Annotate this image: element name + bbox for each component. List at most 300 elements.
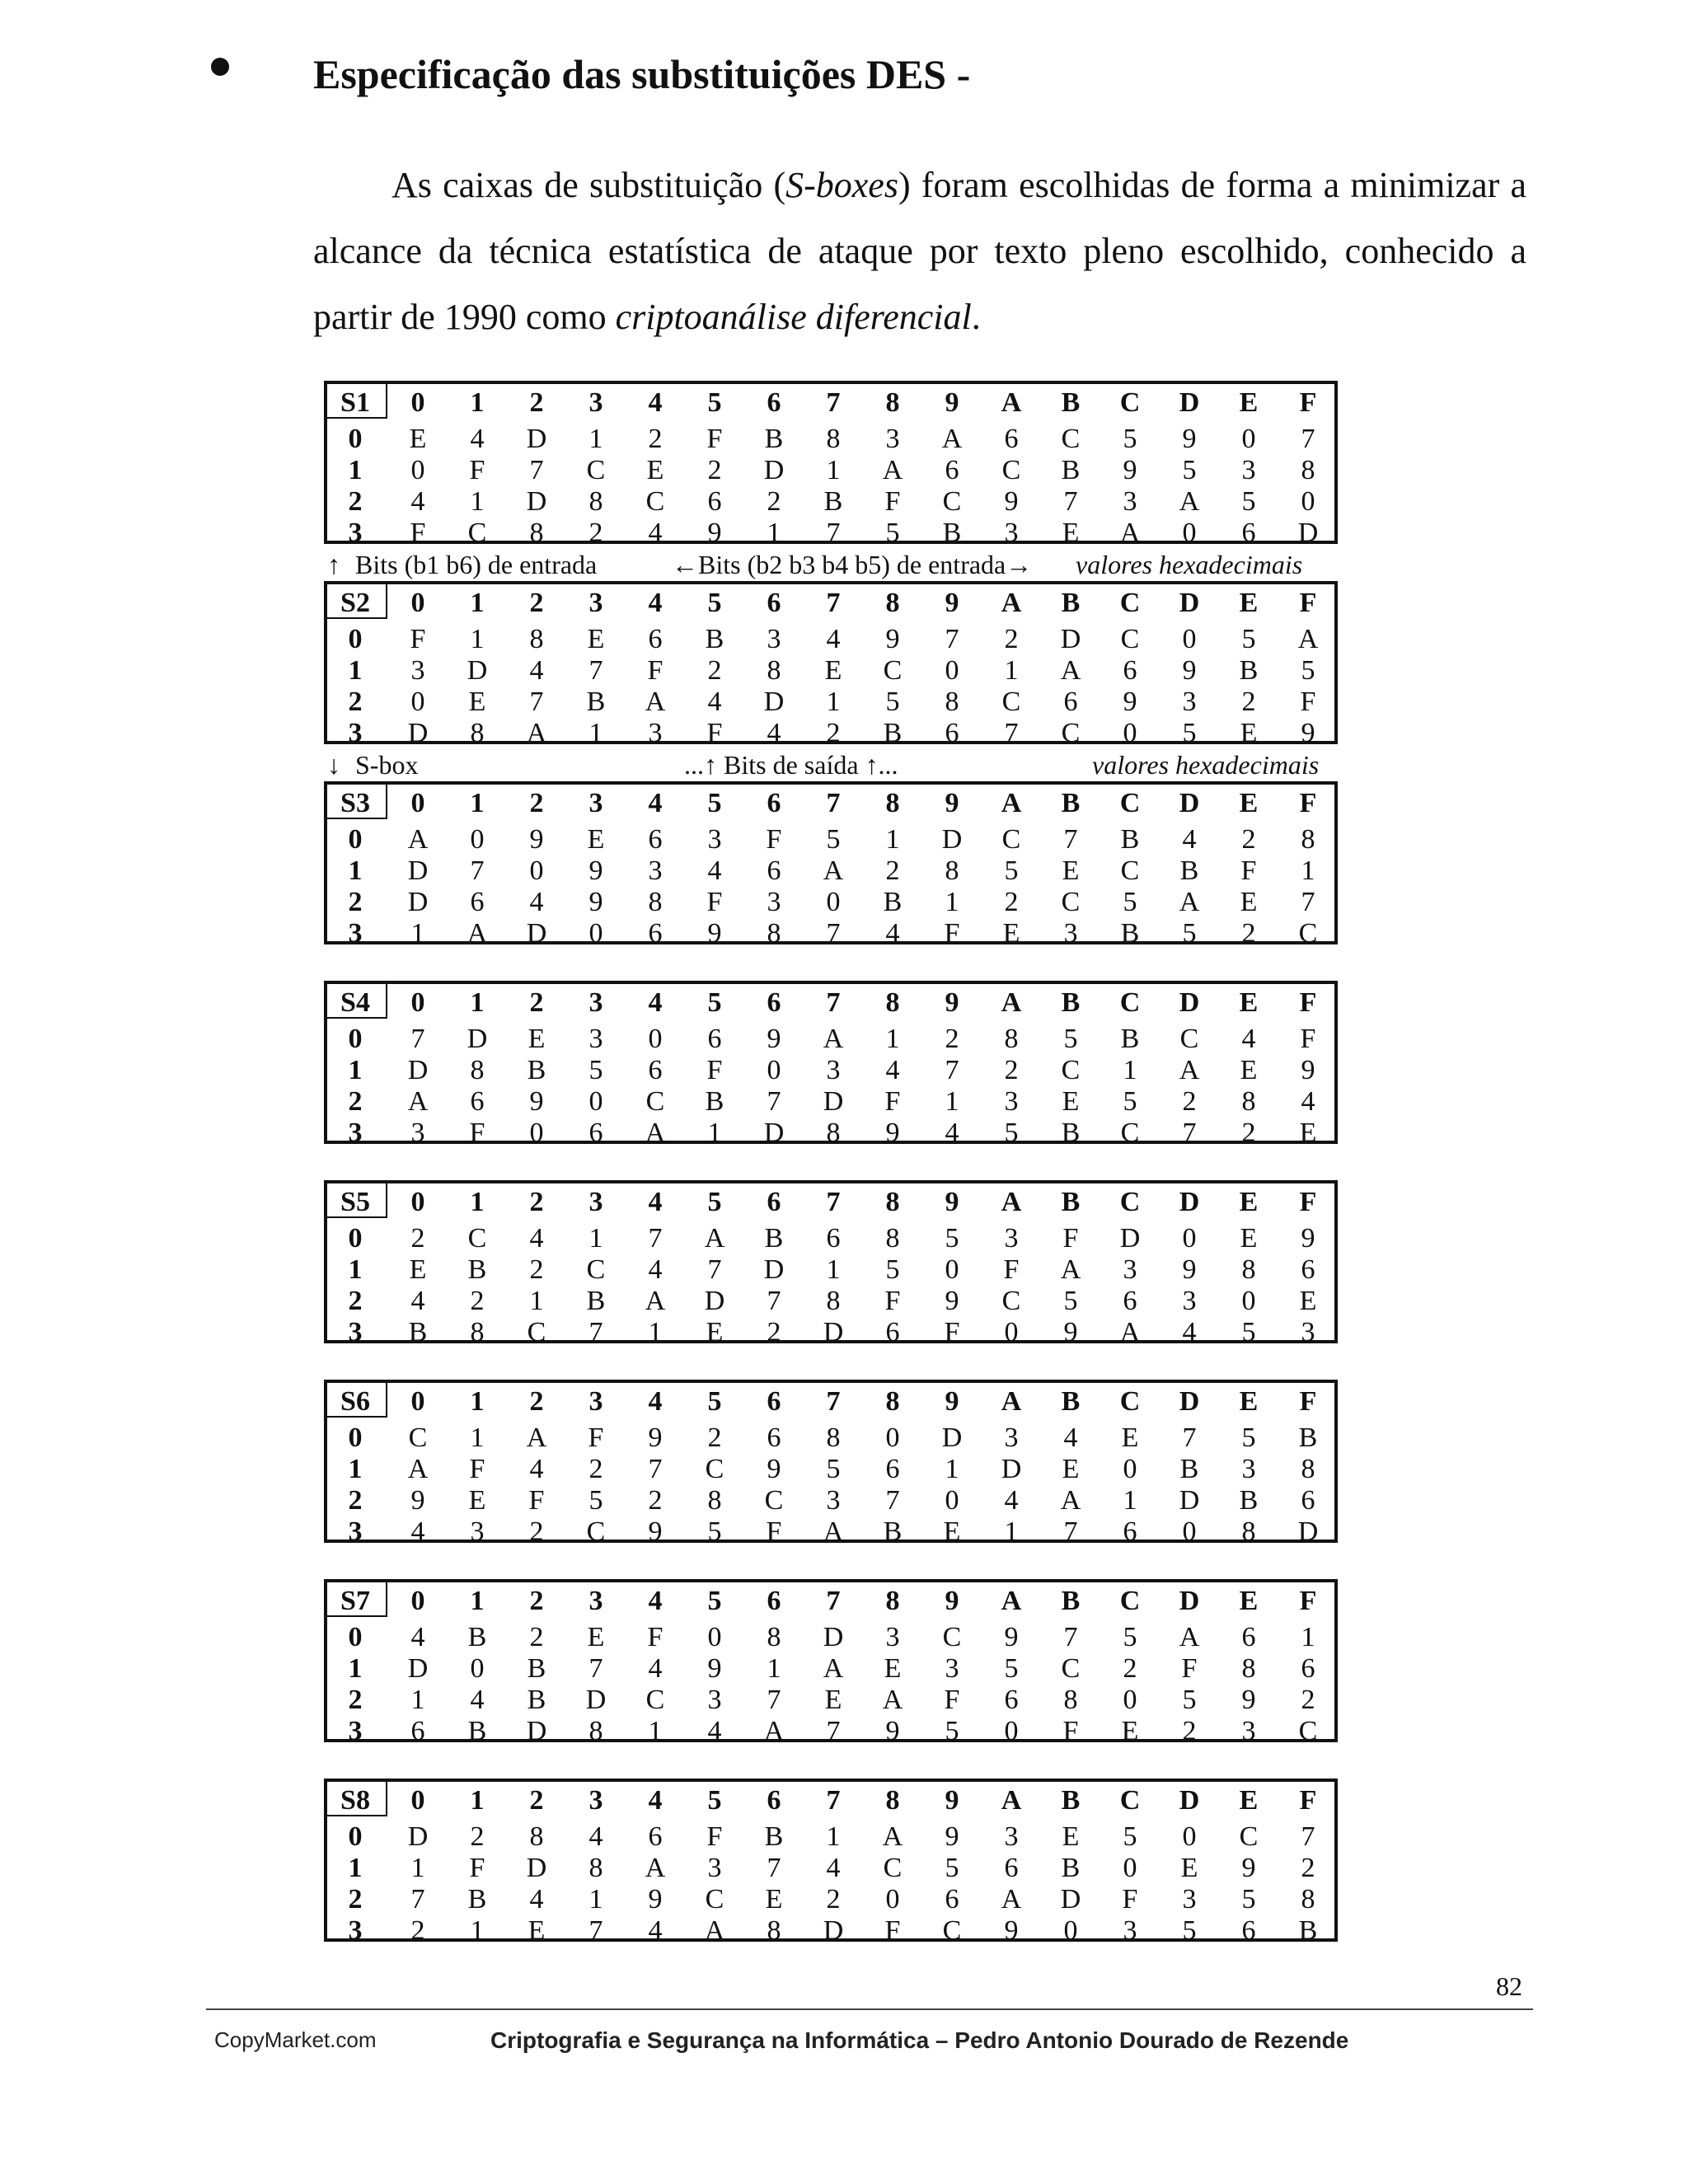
sbox-cell: 9 — [648, 1516, 663, 1547]
row-index: 2 — [348, 1485, 363, 1516]
sbox-cell: 6 — [588, 1118, 603, 1148]
row-index: 3 — [348, 1915, 363, 1946]
sbox-cell: 9 — [1182, 424, 1197, 454]
column-header: 3 — [588, 1386, 603, 1417]
column-header: 6 — [767, 788, 781, 818]
sbox-cell: C — [1239, 1821, 1259, 1852]
sbox-cell: 8 — [826, 1118, 841, 1148]
column-header: E — [1239, 1785, 1259, 1816]
column-header: E — [1239, 588, 1259, 618]
sbox-cell: 5 — [1301, 655, 1315, 686]
row-index: 0 — [348, 1622, 363, 1652]
caption-row-bits: Bits (b1 b6) de entrada — [355, 550, 598, 579]
sbox-cell: 5 — [1182, 1685, 1197, 1715]
column-header: F — [1299, 1586, 1317, 1616]
sbox-cell: B — [883, 718, 903, 748]
sbox-cell: A — [882, 455, 903, 485]
sbox-table-s3 — [324, 781, 1338, 949]
sbox-cell: 5 — [1063, 1024, 1078, 1054]
sbox-cell: D — [941, 824, 963, 855]
sbox-cell: B — [586, 1286, 606, 1316]
caption-output-bits-text: ...↑ Bits de saída ↑... — [684, 750, 898, 780]
column-header: E — [1239, 788, 1259, 818]
sbox-cell: 6 — [1123, 655, 1137, 686]
sbox-cell: 4 — [410, 1286, 425, 1316]
sbox-cell: 8 — [1301, 1454, 1315, 1484]
column-header: 1 — [470, 588, 485, 618]
sbox-cell: C — [1061, 1653, 1081, 1684]
sbox-name: S4 — [340, 987, 370, 1018]
row-index: 1 — [348, 455, 363, 485]
sbox-cell: 3 — [1004, 1086, 1019, 1117]
row-index: 0 — [348, 624, 363, 654]
column-header: B — [1061, 1187, 1081, 1217]
column-header: 0 — [410, 788, 425, 818]
sbox-cell: B — [467, 1884, 487, 1915]
sbox-cell: 7 — [945, 1055, 959, 1085]
column-header: 8 — [885, 1386, 900, 1417]
column-header: 2 — [529, 788, 544, 818]
sbox-cell: D — [1119, 1223, 1141, 1254]
sbox-cell: 0 — [648, 1024, 663, 1054]
sbox-cell: 2 — [1004, 887, 1019, 917]
column-header: 2 — [529, 387, 544, 418]
sbox-cell: 7 — [1301, 1821, 1315, 1852]
sbox-cell: 3 — [1004, 1422, 1019, 1453]
sbox-cell: 0 — [945, 655, 959, 686]
sbox-cell: 8 — [1241, 1653, 1256, 1684]
sbox-cell: 9 — [1123, 455, 1137, 485]
sbox-cell: 4 — [707, 1716, 722, 1746]
sbox-cell: 2 — [767, 486, 781, 517]
sbox-cell: 6 — [1004, 424, 1019, 454]
column-header: C — [1119, 987, 1141, 1018]
sbox-cell: F — [706, 424, 723, 454]
sbox-cell: 8 — [885, 1223, 900, 1254]
sbox-cell: 1 — [588, 718, 603, 748]
sbox-cell: 9 — [1301, 718, 1315, 748]
sbox-cell: 5 — [945, 1223, 959, 1254]
sbox-cell: 5 — [1182, 918, 1197, 949]
sbox-cell: 7 — [826, 518, 841, 548]
column-header: 4 — [648, 1785, 663, 1816]
row-index: 0 — [348, 1821, 363, 1852]
sbox-cell: E — [528, 1915, 546, 1946]
sbox-cell: A — [1060, 1485, 1081, 1516]
sbox-cell: 4 — [529, 887, 544, 917]
sbox-cell: A — [645, 687, 666, 717]
sbox-cell: 7 — [1063, 1622, 1078, 1652]
sbox-cell: 1 — [945, 887, 959, 917]
column-header: 5 — [707, 1187, 722, 1217]
sbox-cell: 2 — [529, 1516, 544, 1547]
column-header: 1 — [470, 1586, 485, 1616]
sbox-cell: 4 — [529, 1454, 544, 1484]
sbox-cell: 6 — [1301, 1485, 1315, 1516]
row-index: 1 — [348, 1653, 363, 1684]
sbox-cell: 9 — [885, 1716, 900, 1746]
paragraph-text-2: ) foram escolhidas de forma a minimizar a alcance da técnica estatística de ataque por texto pleno escolhido, conhecido a partir de 1990 como — [313, 165, 1527, 337]
sbox-cell: 4 — [648, 518, 663, 548]
row-index: 2 — [348, 486, 363, 517]
sbox-cell: B — [705, 624, 724, 654]
sbox-cell: 8 — [826, 1286, 841, 1316]
sbox-cell: A — [645, 1118, 666, 1148]
sbox-cell: F — [944, 1317, 960, 1347]
sbox-cell: C — [1061, 1055, 1081, 1085]
column-header: 1 — [470, 387, 485, 418]
row-index: 2 — [348, 687, 363, 717]
column-header: C — [1119, 1386, 1141, 1417]
sbox-cell: 6 — [648, 918, 663, 949]
sbox-cell: 1 — [588, 1884, 603, 1915]
sbox-cell: D — [407, 1653, 429, 1684]
sbox-cell: A — [823, 1516, 844, 1547]
sbox-cell: C — [586, 455, 606, 485]
column-header: 9 — [945, 1386, 959, 1417]
sbox-cell: F — [706, 887, 723, 917]
sbox-cell: E — [646, 455, 664, 485]
sbox-cell: 3 — [707, 1685, 722, 1715]
sbox-cell: 2 — [470, 1821, 485, 1852]
sbox-cell: B — [527, 1653, 546, 1684]
column-header: A — [1001, 588, 1022, 618]
sbox-cell: 6 — [648, 1055, 663, 1085]
sbox-cell: F — [884, 486, 901, 517]
sbox-cell: 7 — [588, 655, 603, 686]
column-header: 1 — [470, 1187, 485, 1217]
caption-column-bits: ←Bits (b2 b3 b4 b5) de entrada→ — [672, 550, 1033, 579]
sbox-cell: 7 — [529, 455, 544, 485]
sbox-cell: 2 — [945, 1024, 959, 1054]
row-index: 1 — [348, 1254, 363, 1285]
sbox-cell: 0 — [1123, 1454, 1137, 1484]
sbox-cell: B — [1120, 824, 1140, 855]
sbox-cell: 9 — [885, 1118, 900, 1148]
sbox-cell: E — [1121, 1422, 1139, 1453]
column-header: 0 — [410, 588, 425, 618]
caption-sbox: S-box — [355, 750, 419, 780]
arrow-down-icon: ↓ — [327, 750, 340, 780]
sbox-cell: 1 — [410, 1853, 425, 1883]
column-header: D — [1179, 387, 1200, 418]
sbox-cell: 2 — [470, 1286, 485, 1316]
column-header: 5 — [707, 1386, 722, 1417]
column-header: E — [1239, 1386, 1259, 1417]
sbox-cell: 7 — [767, 1086, 781, 1117]
sbox-cell: 9 — [1004, 1622, 1019, 1652]
sbox-cell: 9 — [529, 824, 544, 855]
sbox-cell: 4 — [885, 1055, 900, 1085]
column-header: 8 — [885, 387, 900, 418]
column-header: 9 — [945, 1785, 959, 1816]
sbox-cell: A — [763, 1716, 785, 1746]
sbox-cell: 4 — [410, 1622, 425, 1652]
sbox-cell: 5 — [826, 1454, 841, 1484]
sbox-cell: 0 — [1004, 1716, 1019, 1746]
sbox-cell: F — [766, 1516, 782, 1547]
sbox-cell: B — [1239, 1485, 1259, 1516]
sbox-cell: E — [824, 1685, 842, 1715]
sbox-table-s1 — [324, 381, 1338, 548]
sbox-cell: 6 — [945, 455, 959, 485]
sbox-cell: 1 — [1004, 1516, 1019, 1547]
sbox-cell: 1 — [588, 424, 603, 454]
column-header: 5 — [707, 788, 722, 818]
sbox-cell: 3 — [1123, 486, 1137, 517]
sbox-cell: 9 — [1123, 687, 1137, 717]
sbox-cell: F — [944, 918, 960, 949]
sbox-table-s4 — [324, 981, 1338, 1148]
sbox-cell: 6 — [945, 1884, 959, 1915]
sbox-cell: C — [467, 518, 487, 548]
sbox-cell: E — [528, 1024, 546, 1054]
column-header: 5 — [707, 387, 722, 418]
sbox-cell: C — [942, 1915, 962, 1946]
sbox-cell: 8 — [588, 486, 603, 517]
sbox-cell: 5 — [1241, 1884, 1256, 1915]
sbox-cell: 9 — [707, 518, 722, 548]
sbox-cell: 6 — [1301, 1254, 1315, 1285]
column-header: B — [1061, 387, 1081, 418]
sbox-cell: 1 — [707, 1118, 722, 1148]
sbox-cell: 5 — [826, 824, 841, 855]
sbox-cell: 0 — [1123, 718, 1137, 748]
sbox-cell: 9 — [1182, 655, 1197, 686]
sbox-cell: 7 — [1301, 887, 1315, 917]
sbox-cell: E — [587, 824, 605, 855]
sbox-cell: 6 — [945, 718, 959, 748]
sbox-cell: A — [467, 918, 488, 949]
row-index: 1 — [348, 1055, 363, 1085]
footer-site: CopyMarket.com — [214, 2027, 377, 2052]
sbox-cell: 7 — [648, 1454, 663, 1484]
row-index: 1 — [348, 1853, 363, 1883]
column-header: 5 — [707, 1785, 722, 1816]
sbox-cell: 4 — [529, 655, 544, 686]
sbox-cell: 7 — [529, 687, 544, 717]
sbox-cell: E — [1240, 1223, 1258, 1254]
column-header: 5 — [707, 588, 722, 618]
sbox-cell: C — [1061, 887, 1081, 917]
sbox-cell: C — [883, 1853, 903, 1883]
sbox-cell: 4 — [648, 1254, 663, 1285]
sbox-cell: B — [467, 1622, 487, 1652]
row-index: 1 — [348, 655, 363, 686]
sbox-cell: 5 — [1241, 486, 1256, 517]
sbox-cell: 0 — [470, 824, 485, 855]
paragraph-italic-sboxes: S-boxes — [785, 165, 898, 205]
sbox-cell: 5 — [885, 687, 900, 717]
sbox-cell: 7 — [767, 1853, 781, 1883]
sbox-name: S3 — [340, 788, 370, 818]
sbox-cell: 8 — [767, 655, 781, 686]
sbox-cell: 6 — [410, 1716, 425, 1746]
sbox-cell: 8 — [588, 1853, 603, 1883]
sbox-cell: 0 — [410, 687, 425, 717]
sbox-cell: F — [1300, 1024, 1316, 1054]
sbox-cell: 4 — [410, 486, 425, 517]
sbox-cell: C — [1001, 1286, 1021, 1316]
sbox-cell: 7 — [588, 1915, 603, 1946]
sbox-cell: D — [1060, 1884, 1081, 1915]
sbox-name: S6 — [340, 1386, 370, 1417]
sbox-cell: 2 — [648, 424, 663, 454]
footer-divider — [206, 2008, 1533, 2010]
column-header: 0 — [410, 387, 425, 418]
sbox-cell: 3 — [1241, 1716, 1256, 1746]
sbox-cell: F — [647, 655, 663, 686]
sbox-cell: F — [1181, 1653, 1198, 1684]
sbox-cell: 5 — [1063, 1286, 1078, 1316]
sbox-cell: B — [1179, 855, 1199, 886]
sbox-cell: 2 — [529, 1254, 544, 1285]
sbox-cell: E — [1062, 1821, 1080, 1852]
sbox-cell: 2 — [826, 718, 841, 748]
column-header: B — [1061, 987, 1081, 1018]
sbox-cell: 8 — [826, 1422, 841, 1453]
sbox-cell: 5 — [1241, 624, 1256, 654]
sbox-cell: 9 — [707, 918, 722, 949]
sbox-cell: 7 — [1063, 1516, 1078, 1547]
sbox-cell: 8 — [945, 855, 959, 886]
sbox-cell: 0 — [588, 918, 603, 949]
sbox-cell: 1 — [1301, 855, 1315, 886]
sbox-cell: 7 — [1063, 486, 1078, 517]
sbox-cell: 6 — [470, 1086, 485, 1117]
column-header: A — [1001, 788, 1022, 818]
row-index: 3 — [348, 918, 363, 949]
sbox-cell: F — [410, 518, 426, 548]
column-header: 3 — [588, 788, 603, 818]
sbox-cell: 0 — [707, 1622, 722, 1652]
sbox-cell: 4 — [470, 424, 485, 454]
column-header: 8 — [885, 788, 900, 818]
sbox-cell: F — [884, 1086, 901, 1117]
sbox-cell: 7 — [1182, 1422, 1197, 1453]
sbox-cell: 1 — [945, 1086, 959, 1117]
sbox-cell: A — [1179, 1055, 1200, 1085]
sbox-cell: 0 — [529, 855, 544, 886]
sbox-cell: D — [823, 1915, 844, 1946]
sbox-cell: 1 — [470, 486, 485, 517]
sbox-cell: 8 — [470, 718, 485, 748]
sbox-cell: C — [1001, 824, 1021, 855]
sbox-cell: F — [706, 1055, 723, 1085]
sbox-cell: 3 — [707, 1853, 722, 1883]
sbox-cell: 6 — [1241, 1622, 1256, 1652]
sbox-cell: A — [526, 1422, 547, 1453]
sbox-cell: 2 — [826, 1884, 841, 1915]
sbox-cell: 5 — [1123, 887, 1137, 917]
column-header: 7 — [826, 1187, 841, 1217]
sbox-cell: 8 — [1301, 455, 1315, 485]
sbox-cell: 9 — [588, 855, 603, 886]
column-header: 3 — [588, 387, 603, 418]
sbox-cell: 3 — [767, 887, 781, 917]
sbox-cell: 9 — [410, 1485, 425, 1516]
sbox-cell: E — [587, 1622, 605, 1652]
sbox-cell: A — [526, 718, 547, 748]
sbox-cell: E — [1180, 1853, 1198, 1883]
column-header: F — [1299, 1785, 1317, 1816]
sbox-cell: F — [410, 624, 426, 654]
column-header: 3 — [588, 1586, 603, 1616]
sbox-cell: 4 — [826, 1853, 841, 1883]
sbox-cell: 3 — [1063, 918, 1078, 949]
row-index: 3 — [348, 1716, 363, 1746]
sbox-cell: 3 — [767, 624, 781, 654]
sbox-cell: 8 — [529, 518, 544, 548]
sbox-cell: D — [941, 1422, 963, 1453]
column-header: 9 — [945, 588, 959, 618]
row-index: 3 — [348, 1516, 363, 1547]
sbox-cell: 0 — [945, 1254, 959, 1285]
column-header: E — [1239, 1187, 1259, 1217]
sbox-cell: B — [942, 518, 962, 548]
sbox-cell: F — [1062, 1223, 1079, 1254]
sbox-cell: 9 — [707, 1653, 722, 1684]
column-header: 2 — [529, 1586, 544, 1616]
sbox-cell: 5 — [1182, 718, 1197, 748]
sbox-cell: 3 — [945, 1653, 959, 1684]
column-header: 4 — [648, 588, 663, 618]
column-header: 5 — [707, 987, 722, 1018]
sbox-cell: D — [407, 855, 429, 886]
sbox-cell: B — [883, 887, 903, 917]
column-header: C — [1119, 1785, 1141, 1816]
column-header: 1 — [470, 788, 485, 818]
sbox-cell: C — [467, 1223, 487, 1254]
column-header: 1 — [470, 1785, 485, 1816]
sbox-cell: D — [823, 1317, 844, 1347]
row-index: 2 — [348, 1286, 363, 1316]
sbox-cell: E — [765, 1884, 783, 1915]
sbox-cell: 7 — [767, 1685, 781, 1715]
sbox-cell: A — [882, 1821, 903, 1852]
sbox-cell: 1 — [648, 1317, 663, 1347]
sbox-cell: 5 — [885, 518, 900, 548]
sbox-cell: 2 — [707, 655, 722, 686]
column-header: C — [1119, 1187, 1141, 1217]
sbox-cell: C — [1120, 855, 1140, 886]
sbox-cell: 3 — [1123, 1254, 1137, 1285]
column-header: C — [1119, 387, 1141, 418]
sbox-cell: 9 — [1004, 1915, 1019, 1946]
sbox-cell: 5 — [588, 1055, 603, 1085]
sbox-cell: 3 — [470, 1516, 485, 1547]
sbox-cell: 6 — [1241, 1915, 1256, 1946]
sbox-cell: E — [409, 1254, 427, 1285]
sbox-cell: 9 — [767, 1024, 781, 1054]
sbox-cell: F — [1122, 1884, 1138, 1915]
sbox-cell: 5 — [1182, 455, 1197, 485]
column-header: E — [1239, 387, 1259, 418]
sbox-cell: E — [587, 624, 605, 654]
column-header: 2 — [529, 1386, 544, 1417]
sbox-cell: 0 — [1182, 1516, 1197, 1547]
sbox-cell: 6 — [1123, 1286, 1137, 1316]
sbox-cell: D — [467, 655, 488, 686]
sbox-cell: 0 — [470, 1653, 485, 1684]
sbox-cell: 0 — [945, 1485, 959, 1516]
sbox-cell: B — [1061, 1853, 1081, 1883]
sbox-cell: 8 — [529, 1821, 544, 1852]
column-header: F — [1299, 788, 1317, 818]
sbox-cell: 2 — [885, 855, 900, 886]
sbox-cell: 6 — [767, 855, 781, 886]
sbox-cell: 6 — [648, 824, 663, 855]
